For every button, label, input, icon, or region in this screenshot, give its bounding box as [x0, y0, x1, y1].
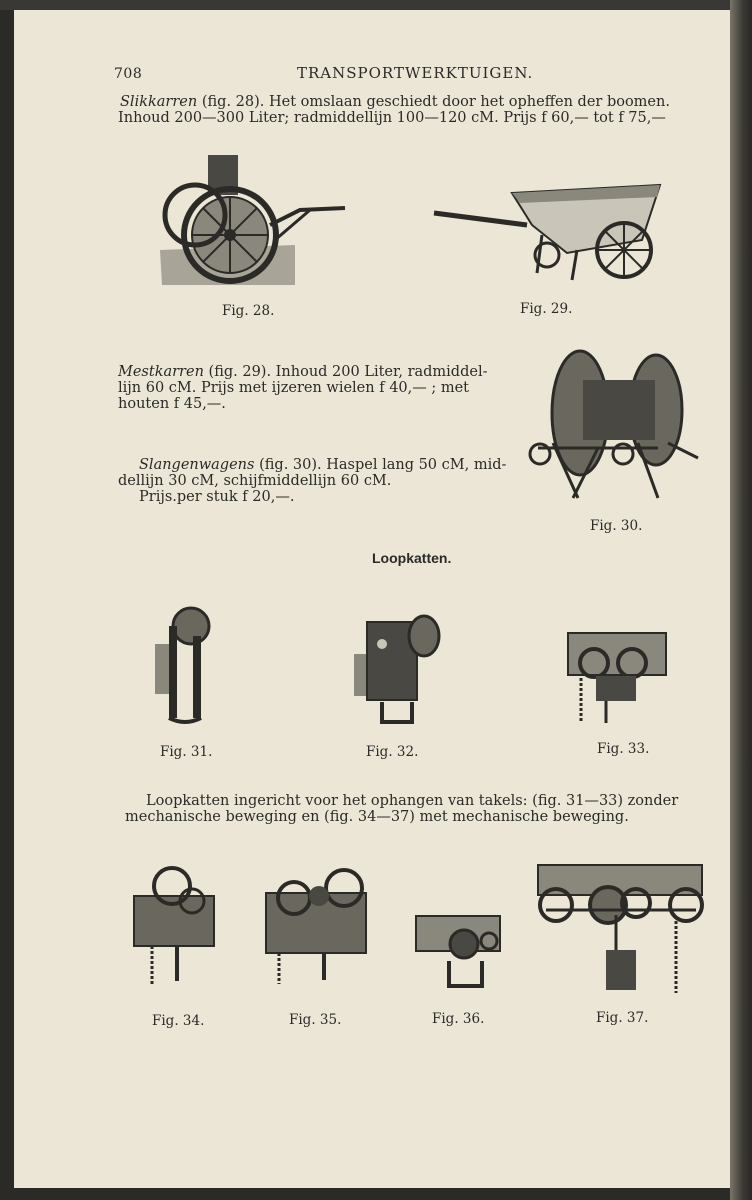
mestkarren-line-1 — [118, 364, 488, 381]
figure-35-loopkat — [264, 868, 370, 986]
slangenwagens-text-1: (fig. 30). Haspel lang 50 cM, mid- — [254, 457, 507, 473]
figure-31-loopkat — [153, 606, 211, 726]
slikkarren-text-1: (fig. 28). Het omslaan geschiedt door het opheffen der boomen. — [197, 94, 670, 110]
caption-fig-31: Fig. 31. — [160, 744, 213, 760]
caption-fig-34: Fig. 34. — [152, 1013, 205, 1029]
loopkat-37-illustration — [536, 855, 704, 997]
loopkat-33-illustration — [566, 628, 668, 728]
caption-fig-35: Fig. 35. — [289, 1012, 342, 1028]
page-number: 708 — [114, 66, 143, 82]
mestkarren-term: Mestkarren — [118, 364, 204, 380]
slangenwagen-illustration — [528, 348, 703, 510]
caption-fig-37: Fig. 37. — [596, 1010, 649, 1026]
caption-fig-30: Fig. 30. — [590, 518, 643, 534]
book-spine — [730, 0, 752, 1200]
caption-fig-28: Fig. 28. — [222, 303, 275, 319]
loopkat-32-illustration — [352, 614, 442, 726]
running-title: TRANSPORTWERKTUIGEN. — [297, 64, 534, 82]
loopkatten-line-2: mechanische beweging en (fig. 34—37) met mechanische beweging. — [125, 809, 629, 825]
slangenwagens-line-2: dellijn 30 cM, schijfmiddellijn 60 cM. — [118, 473, 392, 489]
figure-30-slangenwagen — [528, 348, 703, 510]
figure-36-loopkat — [414, 906, 502, 990]
slikkarren-term: Slikkarren — [120, 94, 198, 110]
loopkat-36-illustration — [414, 906, 502, 990]
figure-28-slikkar — [150, 150, 355, 290]
slikkar-illustration — [150, 150, 355, 290]
figure-33-loopkat — [566, 628, 668, 728]
figure-29-mestkar — [432, 175, 664, 290]
loopkat-31-illustration — [153, 606, 211, 726]
mestkar-illustration — [432, 175, 664, 290]
caption-fig-33: Fig. 33. — [597, 741, 650, 757]
mestkarren-text-1: (fig. 29). Inhoud 200 Liter, radmiddel- — [203, 364, 488, 380]
slikkarren-line-2: Inhoud 200—300 Liter; radmiddellijn 100—120 cM. Prijs f 60,— tot f 75,— — [118, 110, 666, 126]
figure-34-loopkat — [132, 866, 216, 988]
slangenwagens-line-3: Prijs.per stuk f 20,—. — [139, 489, 295, 505]
mestkarren-line-2: lijn 60 cM. Prijs met ijzeren wielen f 40,— ; met — [118, 380, 470, 396]
top-edge — [0, 0, 752, 10]
loopkat-34-illustration — [132, 866, 216, 988]
slikkarren-line-1 — [120, 94, 670, 111]
loopkat-35-illustration — [264, 868, 370, 986]
caption-fig-32: Fig. 32. — [366, 744, 419, 760]
loopkatten-line-1: Loopkatten ingericht voor het ophangen van takels: (fig. 31—33) zonder — [146, 793, 679, 809]
figure-37-loopkat — [536, 855, 704, 997]
caption-fig-36: Fig. 36. — [432, 1011, 485, 1027]
figure-32-loopkat — [352, 614, 442, 726]
slangenwagens-term: Slangenwagens — [139, 457, 255, 473]
slangenwagens-line-1 — [139, 457, 506, 474]
caption-fig-29: Fig. 29. — [520, 301, 573, 317]
mestkarren-line-3: houten f 45,—. — [118, 396, 226, 412]
section-heading-loopkatten: Loopkatten. — [372, 550, 452, 566]
